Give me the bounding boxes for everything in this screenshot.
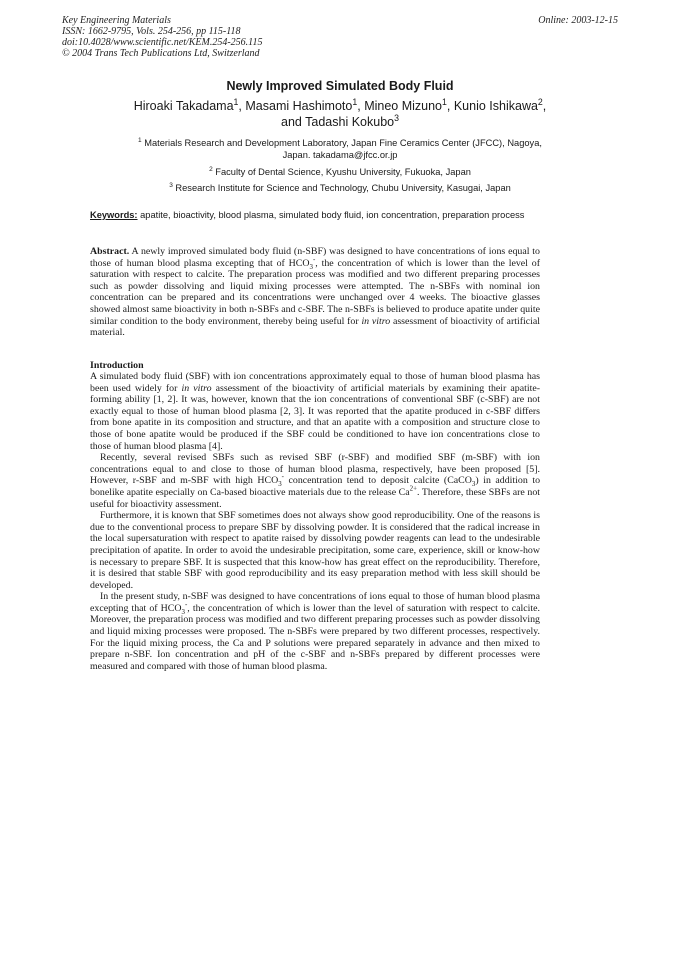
affil-text: Research Institute for Science and Technology, Chubu University, Kasugai, Japan <box>175 183 511 193</box>
paragraph-text: Furthermore, it is known that SBF sometimes does not always show good reproducibility. One of the reasons is due to the conventional process to prepare SBF by dissolving powder. It is considered that the radical increase in the local supersaturation with respect to apatite raised by dissolving powder reagents can lead to the undesirable precipitation of apatite. In order to avoid the undesirable precipitation, some care, experience, skill or know-how is necessary to prepare SBF. It is suspected that this know-how has great effect on the reproducibility. Therefore, it is desired that stable SBF with good reproducibility and its easy preparation method with less skill should be developed. <box>90 510 540 591</box>
superscript: - <box>312 256 316 264</box>
paragraph-text: In the present study, n-SBF was designed to have concentrations of ions equal to those of human blood plasma excepting that of HCO <box>90 591 540 614</box>
affil-number: 1 <box>138 136 142 144</box>
superscript: 2+ <box>409 485 418 493</box>
author-name: Tadashi Kokubo <box>305 115 395 129</box>
author-name: Mineo Mizuno <box>364 99 443 113</box>
affil-number: 3 <box>169 181 173 189</box>
affiliation-2 <box>90 166 590 178</box>
paragraph-text: ) in addition to bonelike apatite especially on Ca-based bioactive materials due to the release Ca <box>90 475 541 498</box>
keywords-text: apatite, bioactivity, blood plasma, simulated body fluid, ion concentration, preparation process <box>140 210 525 220</box>
affiliation-3 <box>90 182 590 194</box>
paragraph-text: , the concentration of which is lower than the level of saturation with respect to calcite. Moreover, the preparation process was modified and two different preparing processes such as powder dissolving and liquid mixing processes were proposed. The n-SBFs were prepared by two different processes, respectively. For the liquid mixing process, the Ca and P solutions were prepared separately in advance and then mixed to prepare n-SBF. Ion concentration and pH of the c-SBF and n-SBFs prepared by different processes were measured and compared with those of human blood plasma. <box>90 602 540 672</box>
author-name: Kunio Ishikawa <box>453 99 538 113</box>
paragraph-text: A simulated body fluid (SBF) with ion concentrations approximately equal to those of human blood plasma has been used widely for <box>90 371 540 394</box>
paragraph <box>90 591 540 672</box>
abstract-text: assessment of bioactivity of artificial material. <box>90 315 541 339</box>
author-affil-mark: 1 <box>442 96 447 107</box>
abstract-label: Abstract. <box>90 246 130 257</box>
paragraph <box>90 452 540 510</box>
author-affil-mark: 3 <box>394 112 399 123</box>
subscript: 3 <box>309 263 313 271</box>
superscript: - <box>184 601 188 609</box>
affiliation-1 <box>90 137 590 161</box>
author-affil-mark: 1 <box>233 96 239 107</box>
paragraph <box>90 510 540 591</box>
abstract-italic: in vitro <box>361 315 391 327</box>
paragraph-text: concentration tend to deposit calcite (CaCO <box>288 475 472 487</box>
affil-text: Japan. takadama@jfcc.or.jp <box>282 150 398 160</box>
paragraph-text: . Therefore, these SBFs are not useful for bioactivity assessment. <box>90 486 541 510</box>
paragraph-italic: in vitro <box>181 382 212 394</box>
section-heading: Introduction <box>90 360 144 371</box>
online-date: Online: 2003-12-15 <box>538 15 618 26</box>
abstract-text: A newly improved simulated body fluid (n-SBF) was designed to have concentrations of ions equal to those of human blood plasma excepting that of HCO <box>90 246 540 269</box>
affil-text: Faculty of Dental Science, Kyushu University, Fukuoka, Japan <box>215 167 471 177</box>
affil-text: Materials Research and Development Laboratory, Japan Fine Ceramics Center (JFCC), Nagoya, <box>144 138 542 148</box>
affil-number: 2 <box>209 165 213 173</box>
subscript: 3 <box>181 608 185 616</box>
keywords-label: Keywords: <box>90 210 138 220</box>
superscript: - <box>281 474 284 482</box>
author-affil-mark: 2 <box>537 96 543 107</box>
issn-line: ISSN: 1662-9795, Vols. 254-256, pp 115-118 <box>62 26 241 37</box>
paper-title: Newly Improved Simulated Body Fluid <box>226 79 454 93</box>
author-conjunction: and <box>281 115 302 129</box>
journal-name: Key Engineering Materials <box>62 15 171 26</box>
author-name: Masami Hashimoto <box>245 99 353 113</box>
doi-line: doi:10.4028/www.scientific.net/KEM.254-256.115 <box>62 37 263 48</box>
introduction-body <box>90 371 540 672</box>
author-list: Hiroaki Takadama$^1$, Masami Hashimoto$^1$, Mineo Mizuno$^1$, Kunio Ishikawa$^2$, and Tadashi Kokubo$^3$ <box>133 96 547 129</box>
author-affil-mark: 1 <box>352 96 358 107</box>
subscript: 3 <box>278 481 282 489</box>
copyright-line: © 2004 Trans Tech Publications Ltd, Switzerland <box>62 48 260 59</box>
subscript: 3 <box>471 481 476 489</box>
paragraph-text: Recently, several revised SBFs such as revised SBF (r-SBF) and modified SBF (m-SBF) with ion concentrations equal to and close to those of human blood plasma, respectively, have been proposed [5]. However, r-SBF and m-SBF with high HCO <box>90 452 540 487</box>
abstract-text: , the concentration of which is lower than the level of saturation with respect to calcite. The preparation process was modified and two different preparing processes such as powder dissolving and liquid mixing processes were attempted. The n-SBFs with nominal ion concentration can be prepared and its concentrations were unchanged over 4 weeks. The bioactive glasses showed almost same bioactivity in both n-SBFs and c-SBF. The n-SBFs is believed to produce apatite under quite similar condition to the body environment, thereby being useful for <box>90 257 541 327</box>
paragraph <box>90 371 540 452</box>
journal-header <box>62 15 618 59</box>
keywords <box>90 210 540 221</box>
abstract <box>90 246 540 339</box>
paragraph-text: assessment of the bioactivity of artificial materials by examining their apatite-forming ability [1, 2]. It was, however, known that the ion concentrations of conventional SBF (c-SBF) are not exactly equal to those of human blood plasma [2, 3]. It was reported that the apatite produced in c-SBF differs from bone apatite in its composition and structure, and that an apatite with a composition and structure close to those of bone apatite would be produced if the SBF could be conditioned to have ion concentrations close to those of human blood plasma [4]. <box>90 382 541 452</box>
author-name: Hiroaki Takadama <box>133 99 234 113</box>
